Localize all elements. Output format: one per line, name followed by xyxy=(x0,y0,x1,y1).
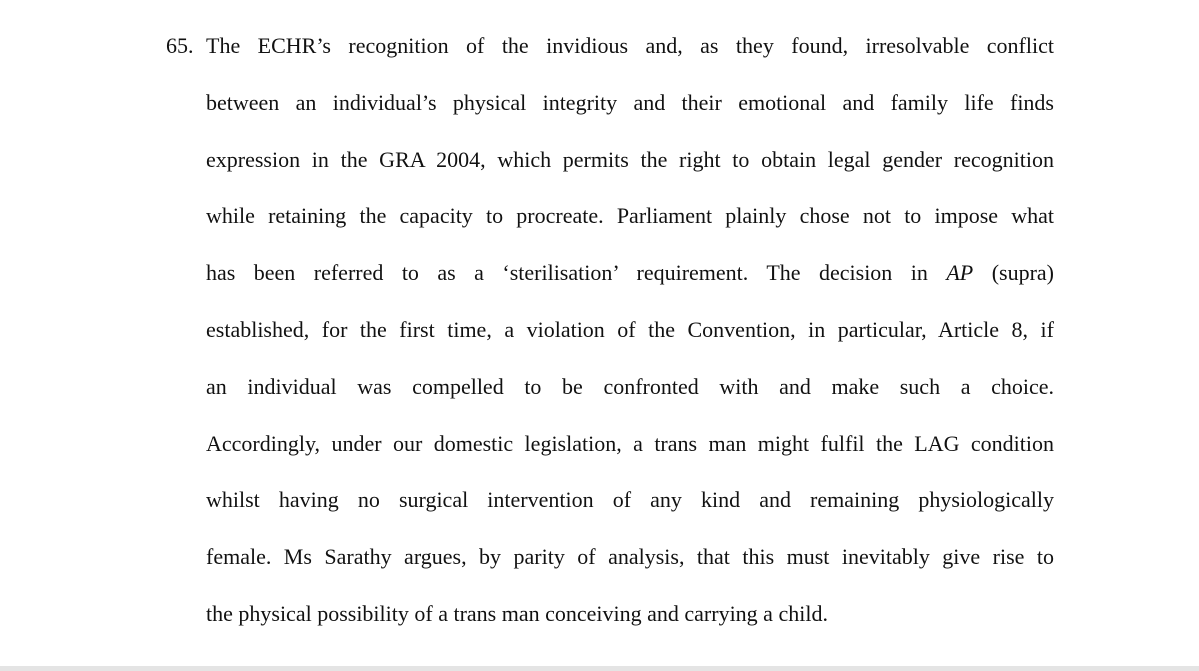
paragraph-line-2: between an individual’s physical integrity and their emotional and family life finds xyxy=(206,89,1054,115)
paragraph-line-10: female. Ms Sarathy argues, by parity of analysis, that this must inevitably give rise to xyxy=(206,544,1054,570)
line-5-text-before: has been referred to as a ‘sterilisation’ requirement. The decision in xyxy=(206,260,947,286)
paragraph-line-7: an individual was compelled to be confronted with and make such a choice. xyxy=(206,373,1054,399)
paragraph-body xyxy=(206,28,1054,653)
paragraph-line-3: expression in the GRA 2004, which permits the right to obtain legal gender recognition xyxy=(206,146,1054,172)
paragraph-line-5 xyxy=(206,255,1054,312)
paragraph-line-9: whilst having no surgical intervention of any kind and remaining physiologically xyxy=(206,487,1054,513)
paragraph-line-1: The ECHR’s recognition of the invidious and, as they found, irresolvable conflict xyxy=(206,33,1054,58)
bottom-divider xyxy=(0,666,1199,671)
paragraph-line-6: established, for the first time, a violation of the Convention, in particular, Article 8, if xyxy=(206,316,1054,342)
paragraph-line-8: Accordingly, under our domestic legislation, a trans man might fulfil the LAG condition xyxy=(206,430,1054,456)
paragraph-number: 65. xyxy=(166,33,194,58)
paragraph-line-11: the physical possibility of a trans man conceiving and carrying a child. xyxy=(206,600,828,626)
paragraph-line-4: while retaining the capacity to procreate. Parliament plainly chose not to impose what xyxy=(206,203,1054,229)
line-5-text-after: (supra) xyxy=(973,260,1054,286)
case-citation-ap: AP xyxy=(946,260,974,286)
